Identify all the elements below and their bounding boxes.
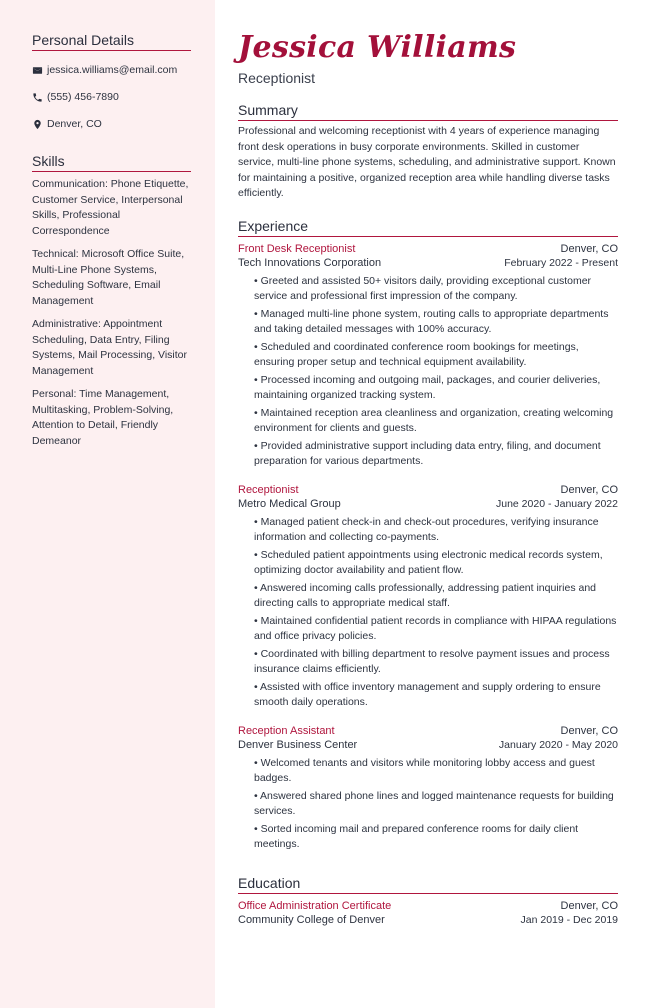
job-bullet: • Managed patient check-in and check-out procedures, verifying insurance information and collecting co-payments.: [254, 515, 599, 543]
candidate-role: Receptionist: [238, 70, 316, 86]
education-dates: Jan 2019 - Dec 2019: [520, 913, 618, 926]
job-title: Reception Assistant: [238, 724, 335, 737]
job-bullets: [238, 515, 618, 711]
job-location: Denver, CO: [560, 724, 618, 737]
skill-group-personal: Personal: Time Management, Multitasking, Problem-Solving, Attention to Detail, Friendly Demeanor: [32, 388, 174, 447]
skill-group-administrative: Administrative: Appointment Scheduling, Data Entry, Filing Systems, Mail Processing, Visitor Management: [32, 318, 188, 377]
job-company: Denver Business Center: [238, 738, 358, 751]
job-bullet: • Managed multi-line phone system, routing calls to appropriate departments and taking detailed messages with 100% accuracy.: [254, 307, 609, 335]
job-entry: [238, 725, 618, 853]
sidebar-content: [32, 32, 191, 449]
job-bullet: • Coordinated with billing department to resolve payment issues and process insurance claims efficiently.: [254, 647, 610, 675]
email-text: jessica.williams@email.com: [47, 64, 178, 76]
skills-heading: Skills: [32, 153, 191, 172]
job-bullet: • Processed incoming and outgoing mail, packages, and courier deliveries, maintaining organized tracking system.: [254, 373, 601, 401]
job-entry: [238, 484, 618, 711]
job-entry: [238, 243, 618, 470]
skill-group-technical: Technical: Microsoft Office Suite, Multi-Line Phone Systems, Scheduling Software, Email Management: [32, 248, 185, 307]
job-company: Metro Medical Group: [238, 497, 341, 510]
job-bullets: [238, 756, 618, 853]
job-dates: June 2020 - January 2022: [495, 497, 618, 510]
job-bullet: • Answered shared phone lines and logged maintenance requests for building services.: [254, 789, 614, 817]
job-bullet: • Maintained confidential patient records in compliance with HIPAA regulations and office privacy policies.: [254, 614, 617, 642]
location-pin-icon: [32, 119, 43, 130]
education-heading: Education: [238, 875, 618, 894]
job-bullets: [238, 274, 618, 470]
job-bullet: • Sorted incoming mail and prepared conference rooms for daily client meetings.: [254, 822, 579, 850]
education-entry: [238, 900, 618, 927]
summary-heading: Summary: [238, 102, 618, 121]
phone-icon: [32, 92, 43, 103]
skill-group-communication: Communication: Phone Etiquette, Customer Service, Interpersonal Skills, Professional Correspondence: [32, 178, 189, 237]
job-bullet: • Provided administrative support including data entry, filing, and document preparation for various departments.: [254, 439, 601, 467]
job-title: Front Desk Receptionist: [238, 242, 356, 255]
job-company: Tech Innovations Corporation: [238, 256, 382, 269]
experience-heading: Experience: [238, 218, 618, 237]
job-bullet: • Scheduled and coordinated conference room bookings for meetings, ensuring proper setup and technical equipment availability.: [254, 340, 579, 368]
education-title: Office Administration Certificate: [238, 899, 392, 912]
contact-email: [32, 63, 191, 77]
location-text: Denver, CO: [47, 118, 102, 130]
candidate-name: Jessica Williams: [238, 30, 517, 65]
summary-text: Professional and welcoming receptionist with 4 years of experience managing front desk operations in busy corporate environments. Skilled in customer service, multi-line phone systems, scheduling, and administrative support. Known for maintaining a positive, organized reception area while handling diverse tasks efficiently.: [238, 125, 616, 199]
education-location: Denver, CO: [560, 899, 618, 912]
job-location: Denver, CO: [560, 242, 618, 255]
phone-text: (555) 456-7890: [47, 91, 119, 103]
contact-phone: [32, 90, 191, 104]
personal-details-heading: Personal Details: [32, 32, 191, 51]
main-content: [238, 30, 618, 927]
education-school: Community College of Denver: [238, 913, 385, 926]
job-bullet: • Greeted and assisted 50+ visitors daily, providing exceptional customer service and professional first impression of the company.: [254, 274, 592, 302]
job-dates: February 2022 - Present: [504, 256, 618, 269]
job-bullet: • Scheduled patient appointments using electronic medical records system, optimizing doctor availability and patient flow.: [254, 548, 603, 576]
job-location: Denver, CO: [560, 483, 618, 496]
job-bullet: • Welcomed tenants and visitors while monitoring lobby access and guest badges.: [254, 756, 595, 784]
job-bullet: • Answered incoming calls professionally, addressing patient inquiries and directing calls to appropriate medical staff.: [254, 581, 597, 609]
sidebar: [0, 0, 215, 1008]
job-title: Receptionist: [238, 483, 299, 496]
job-bullet: • Maintained reception area cleanliness and organization, creating welcoming environment for clients and guests.: [254, 406, 614, 434]
job-dates: January 2020 - May 2020: [498, 738, 618, 751]
mail-icon: [32, 65, 43, 76]
contact-location: [32, 117, 191, 131]
job-bullet: • Assisted with office inventory management and supply ordering to ensure smooth daily operations.: [254, 680, 601, 708]
